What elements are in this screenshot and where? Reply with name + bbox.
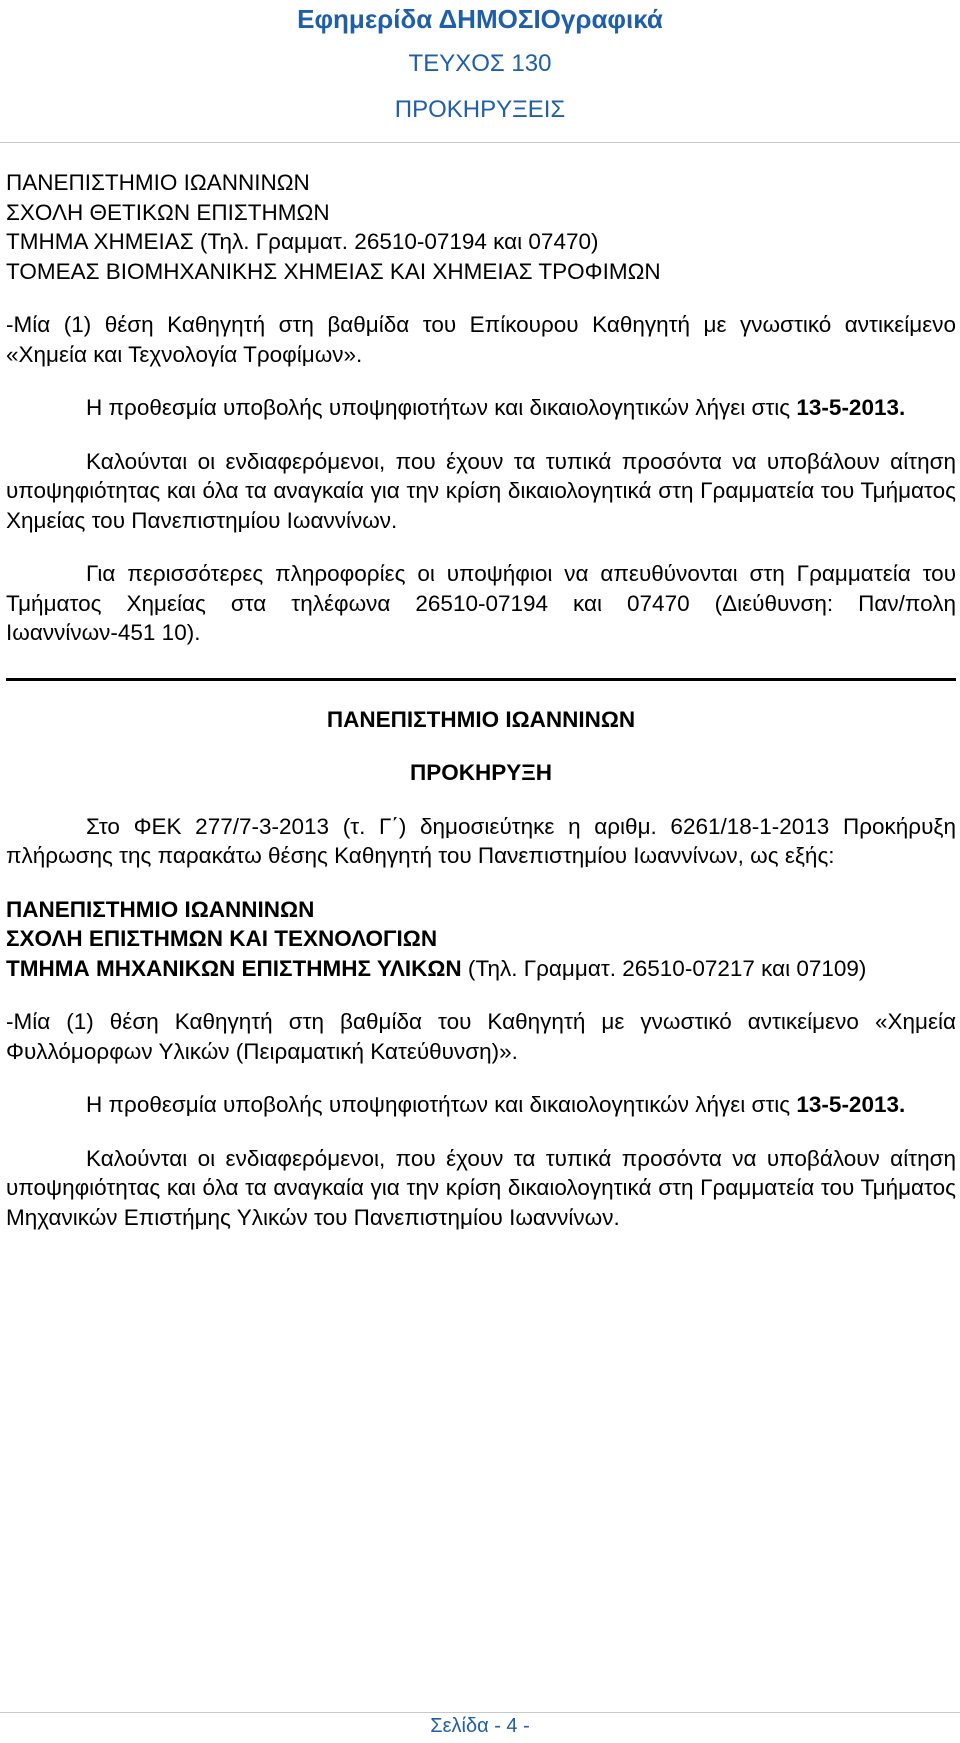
header-divider [0,142,960,143]
page-number: Σελίδα - 4 - [430,1715,530,1737]
notice2-department-contact: (Τηλ. Γραμματ. 26510-07217 και 07109) [461,955,867,981]
notice2-deadline-date: 13-5-2013. [796,1092,906,1117]
notice2-position: -Μία (1) θέση Καθηγητή στη βαθμίδα του Καθηγητή με γνωστικό αντικείμενο «Χημεία Φυλλόμορφων Υλικών (Πειραματική Κατεύθυνση)». [6,1009,956,1064]
notice1-department-contact: (Τηλ. Γραμματ. 26510-07194 και 07470) [193,229,599,254]
notice1-department: ΤΜΗΜΑ ΧΗΜΕΙΑΣ [6,229,194,254]
notice1-deadline [6,393,956,423]
footer-divider [0,1712,960,1713]
notice-1 [6,168,956,648]
notice2-department: ΤΜΗΜΑ ΜΗΧΑΝΙΚΩΝ ΕΠΙΣΤΗΜΗΣ ΥΛΙΚΩΝ [6,955,462,981]
page-content [6,168,956,1232]
notice2-department-line [6,954,956,984]
notice1-info: Για περισσότερες πληροφορίες οι υποψήφιοι να απευθύνονται στη Γραμματεία του Τμήματος Χημείας στα τηλέφωνα 26510-07194 και 07470 (Διεύθυνση: Παν/πολη Ιωαννίνων-451 10). [6,561,956,645]
notice1-university: ΠΑΝΕΠΙΣΤΗΜΙΟ ΙΩΑΝΝΙΝΩΝ [6,170,310,195]
notice-2 [6,705,956,1233]
notice1-school: ΣΧΟΛΗ ΘΕΤΙΚΩΝ ΕΠΙΣΤΗΜΩΝ [6,199,330,225]
notice1-sector: ΤΟΜΕΑΣ ΒΙΟΜΗΧΑΝΙΚΗΣ ΧΗΜΕΙΑΣ ΚΑΙ ΧΗΜΕΙΑΣ ΤΡΟΦΙΜΩΝ [6,258,661,284]
notice1-department-line [6,227,956,257]
newspaper-title: Εφημερίδα ΔΗΜΟΣΙΟγραφικά [297,4,663,34]
notice2-invitation: Καλούνται οι ενδιαφερόμενοι, που έχουν τα τυπικά προσόντα να υποβάλουν αίτηση υποψηφιότητας και όλα τα αναγκαία για την κρίση δικαιολογητικά στη Γραμματεία του Τμήματος Μηχανικών Επιστήμης Υλικών του Πανεπιστημίου Ιωαννίνων. [6,1145,956,1230]
notice1-invitation: Καλούνται οι ενδιαφερόμενοι, που έχουν τα τυπικά προσόντα να υποβάλουν αίτηση υποψηφιότητας και όλα τα αναγκαία για την κρίση δικαιολογητικά στη Γραμματεία του Τμήματος Χημείας του Πανεπιστημίου Ιωαννίνων. [6,448,956,533]
page-header [0,0,960,144]
notice2-heading: ΠΑΝΕΠΙΣΤΗΜΙΟ ΙΩΑΝΝΙΝΩΝ [326,706,636,732]
notice2-deadline [6,1090,956,1120]
notice1-deadline-date: 13-5-2013. [796,395,906,420]
issue-number: ΤΕΥΧΟΣ 130 [408,50,552,77]
notice2-subheading: ΠΡΟΚΗΡΥΞΗ [410,760,552,785]
notice1-position: -Μία (1) θέση Καθηγητή στη βαθμίδα του Επίκουρου Καθηγητή με γνωστικό αντικείμενο «Χημεία και Τεχνολογία Τροφίμων». [6,312,956,367]
notice2-university: ΠΑΝΕΠΙΣΤΗΜΙΟ ΙΩΑΝΝΙΝΩΝ [6,896,315,922]
notice2-deadline-text: Η προθεσμία υποβολής υποψηφιοτήτων και δικαιολογητικών λήγει στις [86,1092,797,1117]
section-title: ΠΡΟΚΗΡΥΞΕΙΣ [394,96,566,123]
notice2-school: ΣΧΟΛΗ ΕΠΙΣΤΗΜΩΝ ΚΑΙ ΤΕΧΝΟΛΟΓΙΩΝ [6,926,438,951]
notice2-intro: Στο ΦΕΚ 277/7-3-2013 (τ. Γ΄) δημοσιεύτηκε η αριθμ. 6261/18-1-2013 Προκήρυξη πλήρωσης της παρακάτω θέσης Καθηγητή του Πανεπιστημίου Ιωαννίνων, ως εξής: [6,813,956,868]
notice1-deadline-text: Η προθεσμία υποβολής υποψηφιοτήτων και δικαιολογητικών λήγει στις [86,395,797,420]
